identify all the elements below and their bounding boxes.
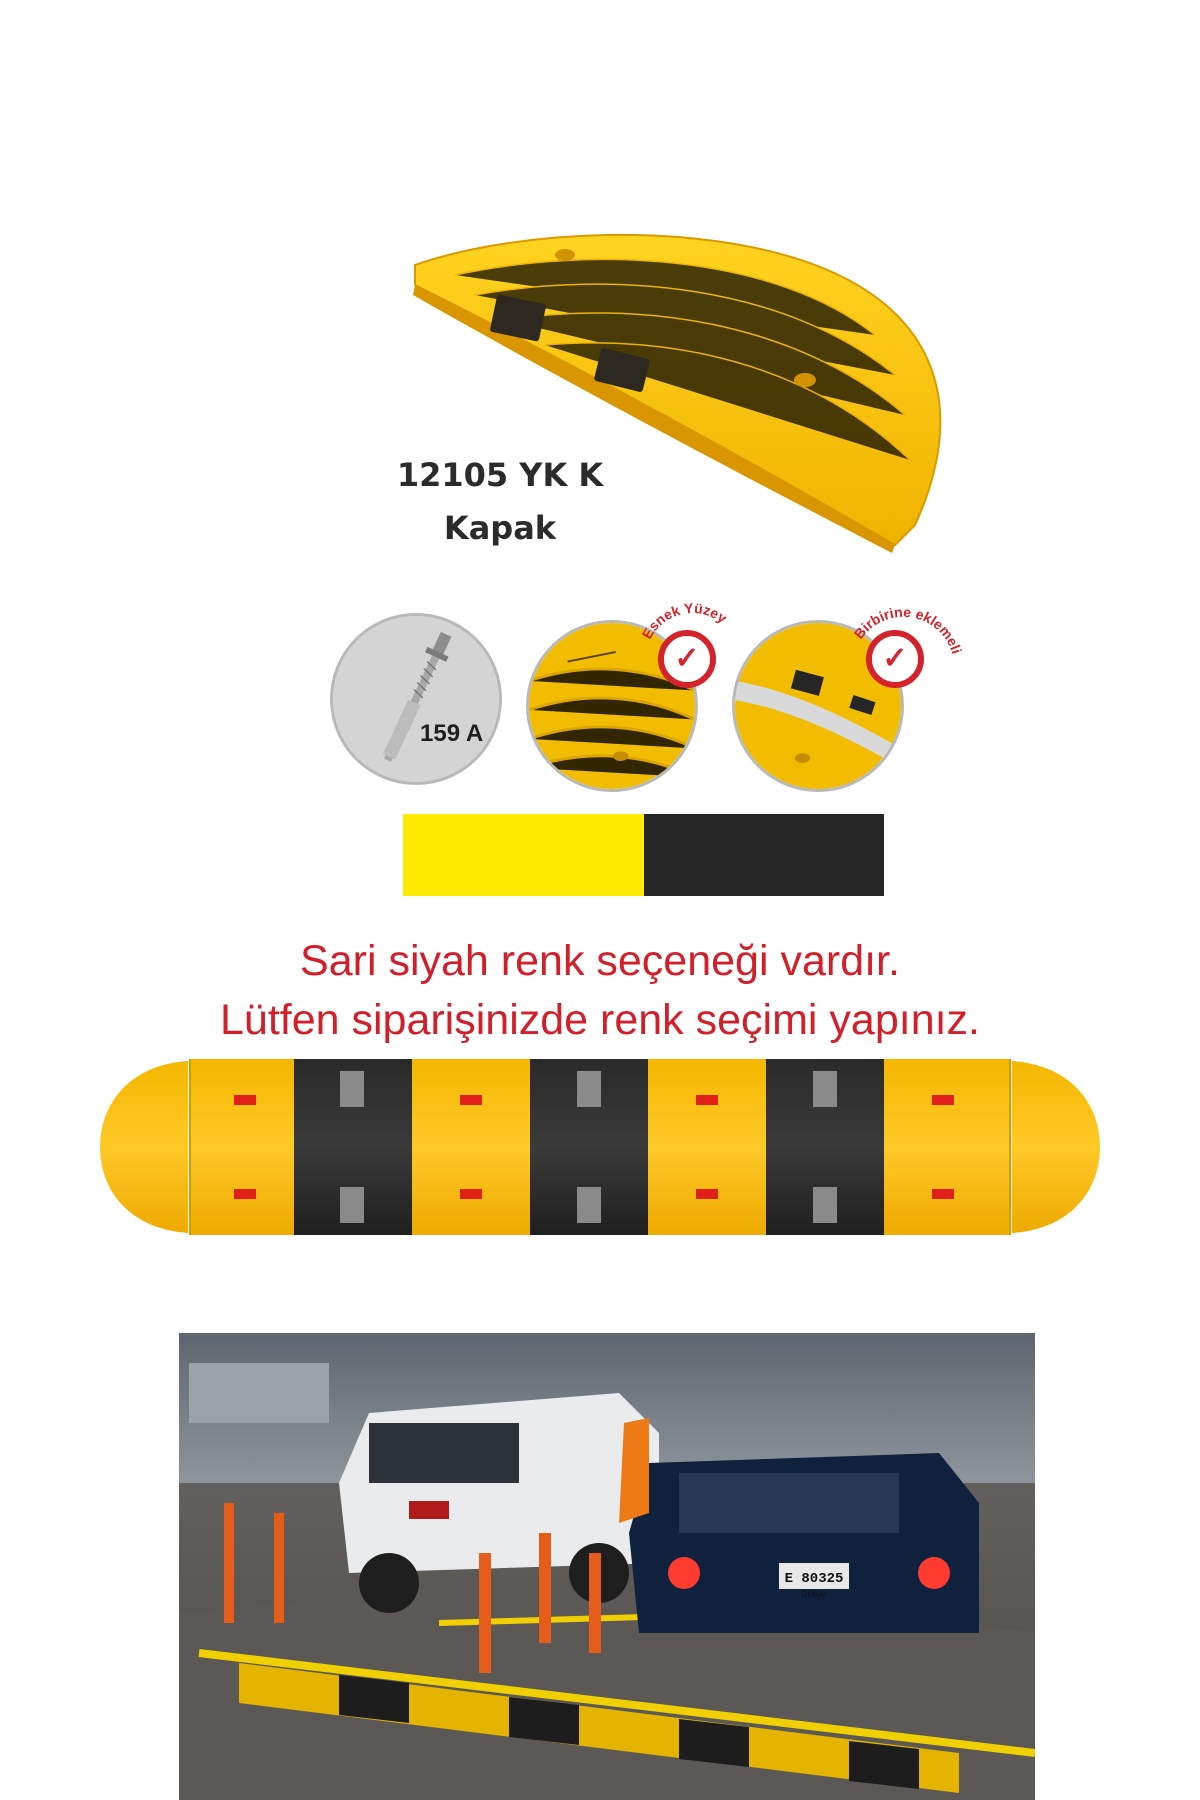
- license-plate-subtext: DUBAI: [801, 1590, 827, 1599]
- parking-garage-scene: [179, 1333, 1035, 1800]
- color-notice-line-1: Sari siyah renk seçeneği vardır.: [300, 937, 900, 985]
- anchor-bolt-icon: [333, 616, 499, 782]
- color-swatch-yellow: [403, 814, 644, 896]
- flexible-surface-label: Esnek Yüzey: [638, 599, 730, 642]
- product-code: 12105 YK K: [396, 456, 604, 494]
- anchor-model-label: 159 A: [420, 720, 484, 747]
- assembled-speed-bump-image: [98, 1059, 1102, 1235]
- parking-garage-photo: [179, 1333, 1035, 1800]
- anchor-bolt-circle: [330, 613, 502, 785]
- product-name: Kapak: [443, 509, 557, 547]
- speed-bump-end-cap-image: [395, 225, 995, 555]
- connectable-arc: [836, 600, 966, 730]
- check-icon: ✓: [866, 630, 924, 688]
- license-plate-text: E 80325: [784, 1571, 844, 1587]
- color-swatch-black: [644, 814, 884, 896]
- connectable-label: Birbirine eklemeli: [850, 603, 965, 656]
- color-notice-line-2: Lütfen siparişinizde renk seçimi yapınız.: [219, 996, 981, 1044]
- check-icon: ✓: [658, 630, 716, 688]
